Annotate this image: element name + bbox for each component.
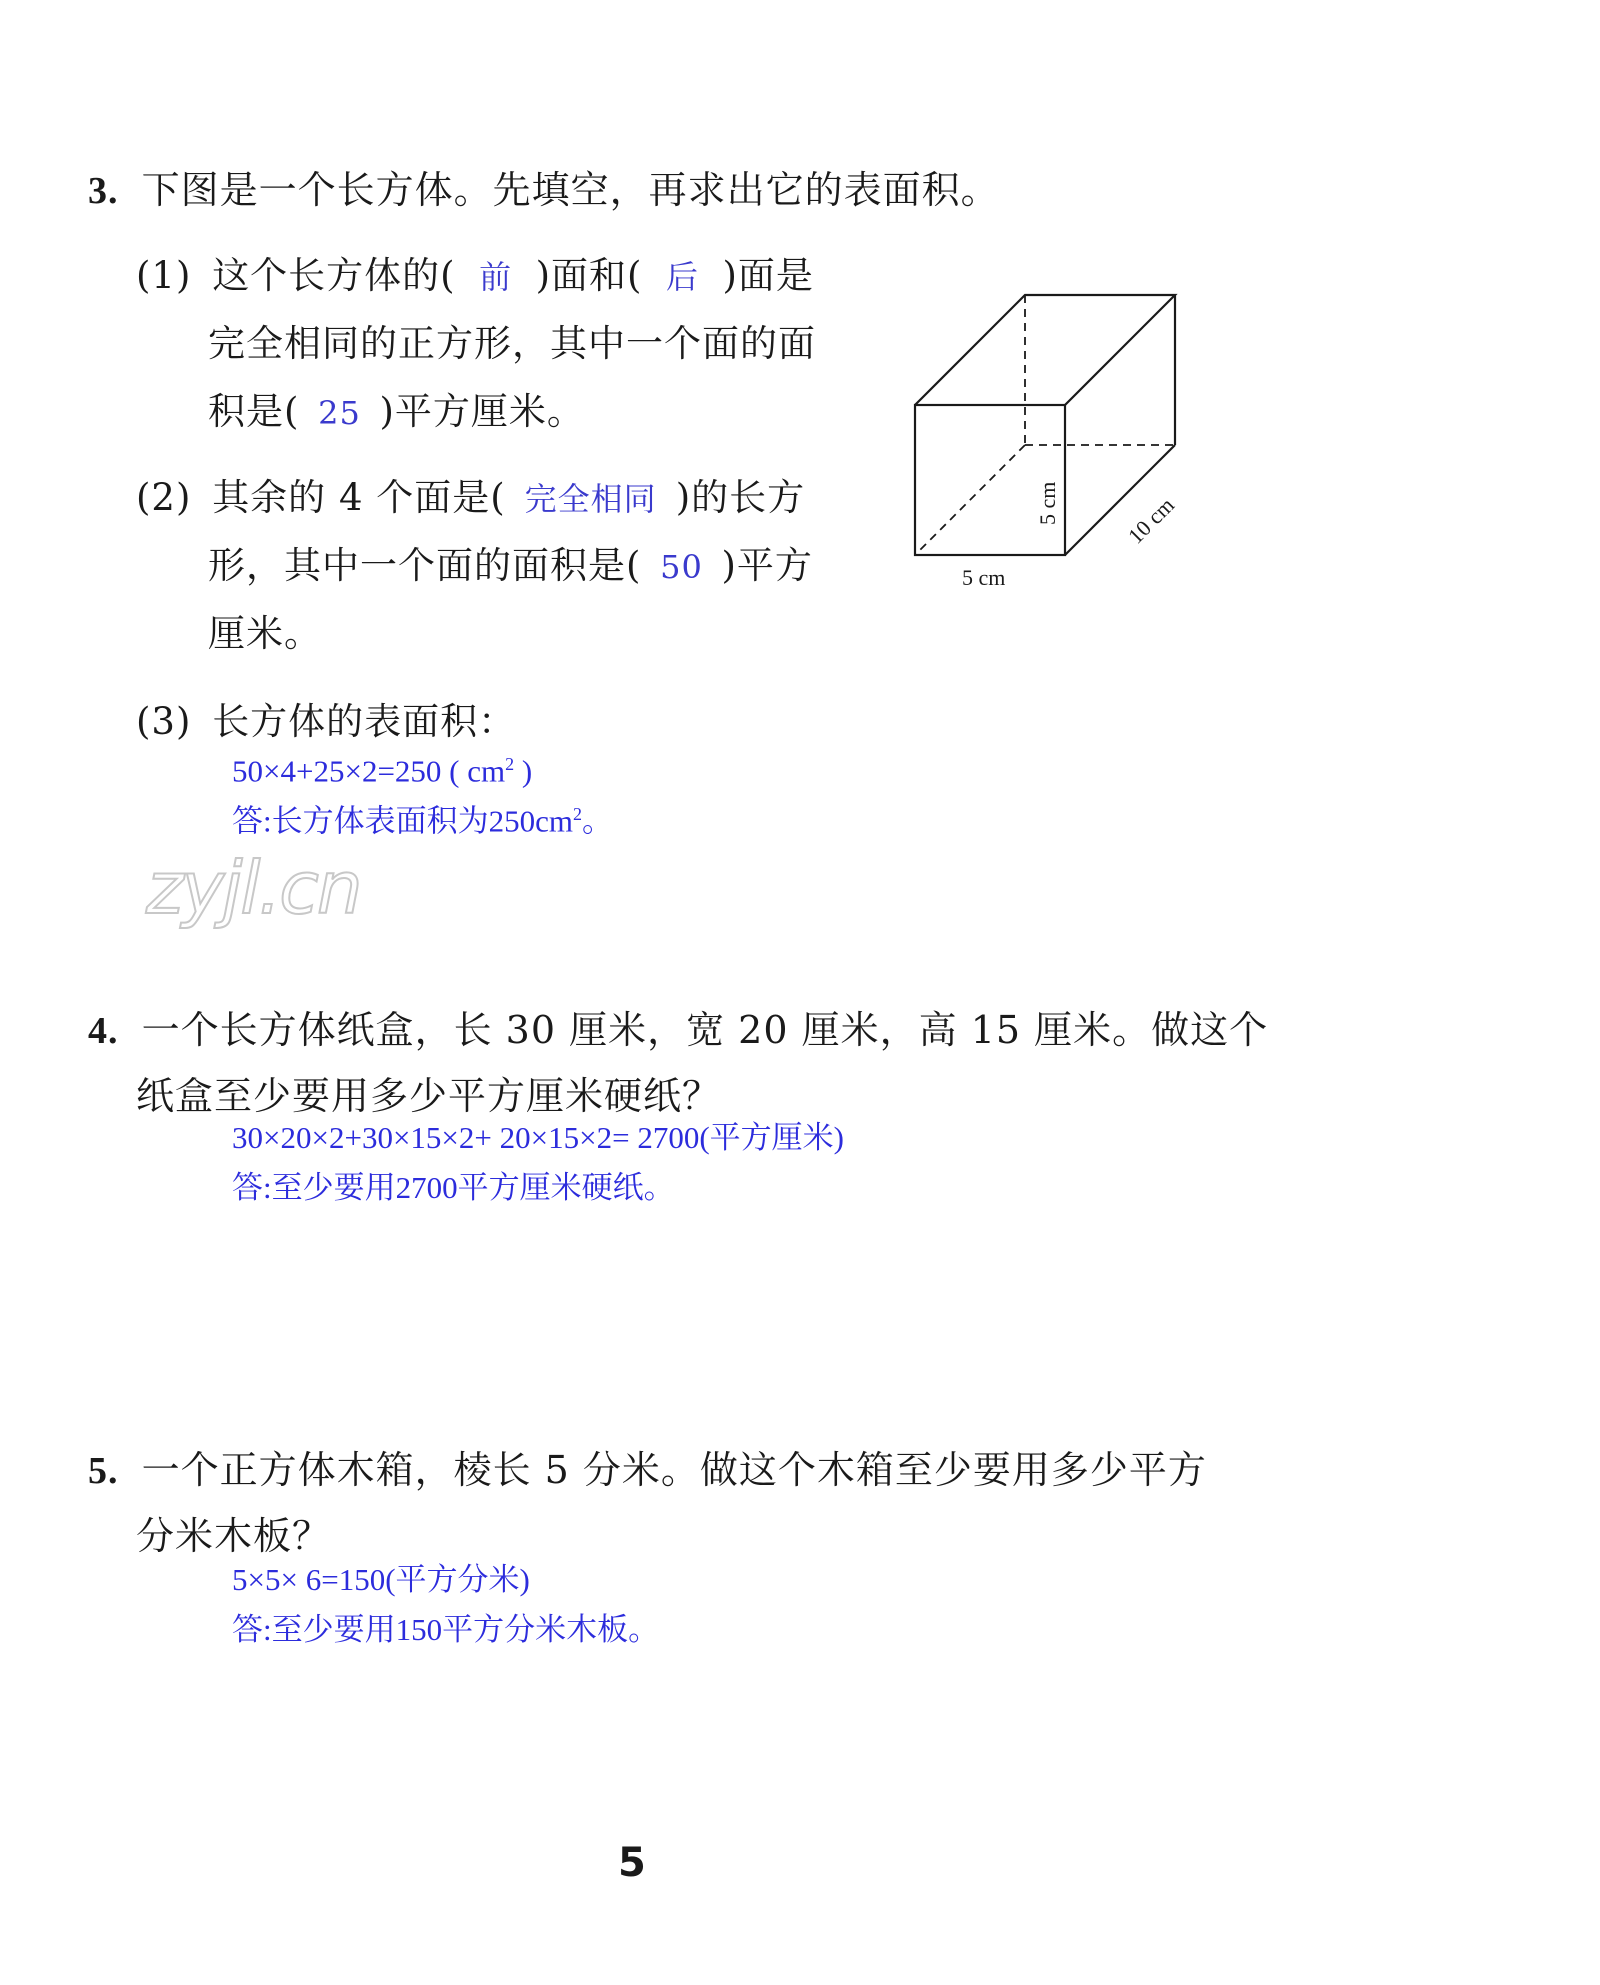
cuboid-top-edges <box>915 295 1175 405</box>
q4-answer: 答:至少要用2700平方厘米硬纸。 <box>232 1170 675 1205</box>
q3-calc <box>232 744 532 791</box>
cuboid-figure <box>900 280 1200 600</box>
q3-part1-text3: )面是 <box>722 254 814 297</box>
cuboid-hidden-diagonal <box>915 445 1025 555</box>
q3-part1-text5: )平方厘米。 <box>379 390 585 433</box>
q3-calc-sup: 2 <box>505 754 515 774</box>
q3-part2-text2: )的长方 <box>675 476 806 519</box>
q4-line1 <box>88 1006 1268 1055</box>
q5-number: 5. <box>88 1450 119 1492</box>
q3-part1-text4: 积是( <box>208 390 300 433</box>
q3-part2-answer2: 50 <box>660 548 703 586</box>
q3-part1-answer1: 前 <box>479 258 513 296</box>
q3-part2-answer1: 完全相同 <box>524 480 657 518</box>
q3-part2-line3: 厘米。 <box>208 612 322 655</box>
q3-answer <box>232 794 613 841</box>
q3-answer-end: 。 <box>581 803 613 839</box>
q5-text1: 一个正方体木箱，棱长 5 分米。做这个木箱至少要用多少平方 <box>141 1448 1207 1492</box>
q3-part1-line3 <box>208 388 585 437</box>
q3-stem: 下图是一个长方体。先填空，再求出它的表面积。 <box>141 168 1000 212</box>
q3-part3-label: (3) <box>136 700 192 743</box>
q3-number: 3. <box>88 170 119 212</box>
q3-answer-text: 答:长方体表面积为250cm <box>232 803 573 839</box>
q5-line2: 分米木板？ <box>136 1514 332 1558</box>
q3-stem-line <box>88 166 1000 215</box>
q3-part1-line2: 完全相同的正方形，其中一个面的面 <box>208 322 816 365</box>
q3-calc-text: 50×4+25×2=250 ( cm <box>232 753 506 789</box>
q3-calc-end: ) <box>514 753 533 789</box>
q3-part2-label: (2) <box>136 476 192 519</box>
q4-line2: 纸盒至少要用多少平方厘米硬纸？ <box>136 1074 722 1118</box>
q3-part2-text4: )平方 <box>721 544 813 587</box>
q4-text1: 一个长方体纸盒，长 30 厘米，宽 20 厘米，高 15 厘米。做这个 <box>141 1008 1269 1052</box>
q3-part1-label: (1) <box>136 254 192 297</box>
q3-part2-line2 <box>208 542 813 591</box>
q3-part2-text1: 其余的 4 个面是( <box>212 476 506 519</box>
page-number: 5 <box>618 1840 646 1886</box>
q5-calc: 5×5× 6=150(平方分米) <box>232 1562 530 1597</box>
q3-part3-line <box>136 698 516 746</box>
q3-part1-line1 <box>136 252 814 301</box>
q3-answer-sup: 2 <box>572 804 582 824</box>
q4-number: 4. <box>88 1010 119 1052</box>
label-height: 5 cm <box>1035 481 1060 525</box>
q3-part1-text2: )面和( <box>535 254 643 297</box>
q4-calc: 30×20×2+30×15×2+ 20×15×2= 2700(平方厘米) <box>232 1120 844 1155</box>
q3-part1-answer3: 25 <box>318 394 361 432</box>
label-depth: 10 cm <box>1122 492 1179 549</box>
q3-part1-answer2: 后 <box>665 258 699 296</box>
q3-part1-text1: 这个长方体的( <box>212 254 456 297</box>
q3-part2-text3: 形，其中一个面的面积是( <box>208 544 642 587</box>
watermark: zyjl.cn <box>146 846 361 930</box>
q3-part2-line1 <box>136 474 805 523</box>
label-bottom: 5 cm <box>962 565 1006 590</box>
q5-answer: 答:至少要用150平方分米木板。 <box>232 1612 660 1647</box>
q5-line1 <box>88 1446 1207 1495</box>
q3-part3-text: 长方体的表面积： <box>212 700 517 743</box>
